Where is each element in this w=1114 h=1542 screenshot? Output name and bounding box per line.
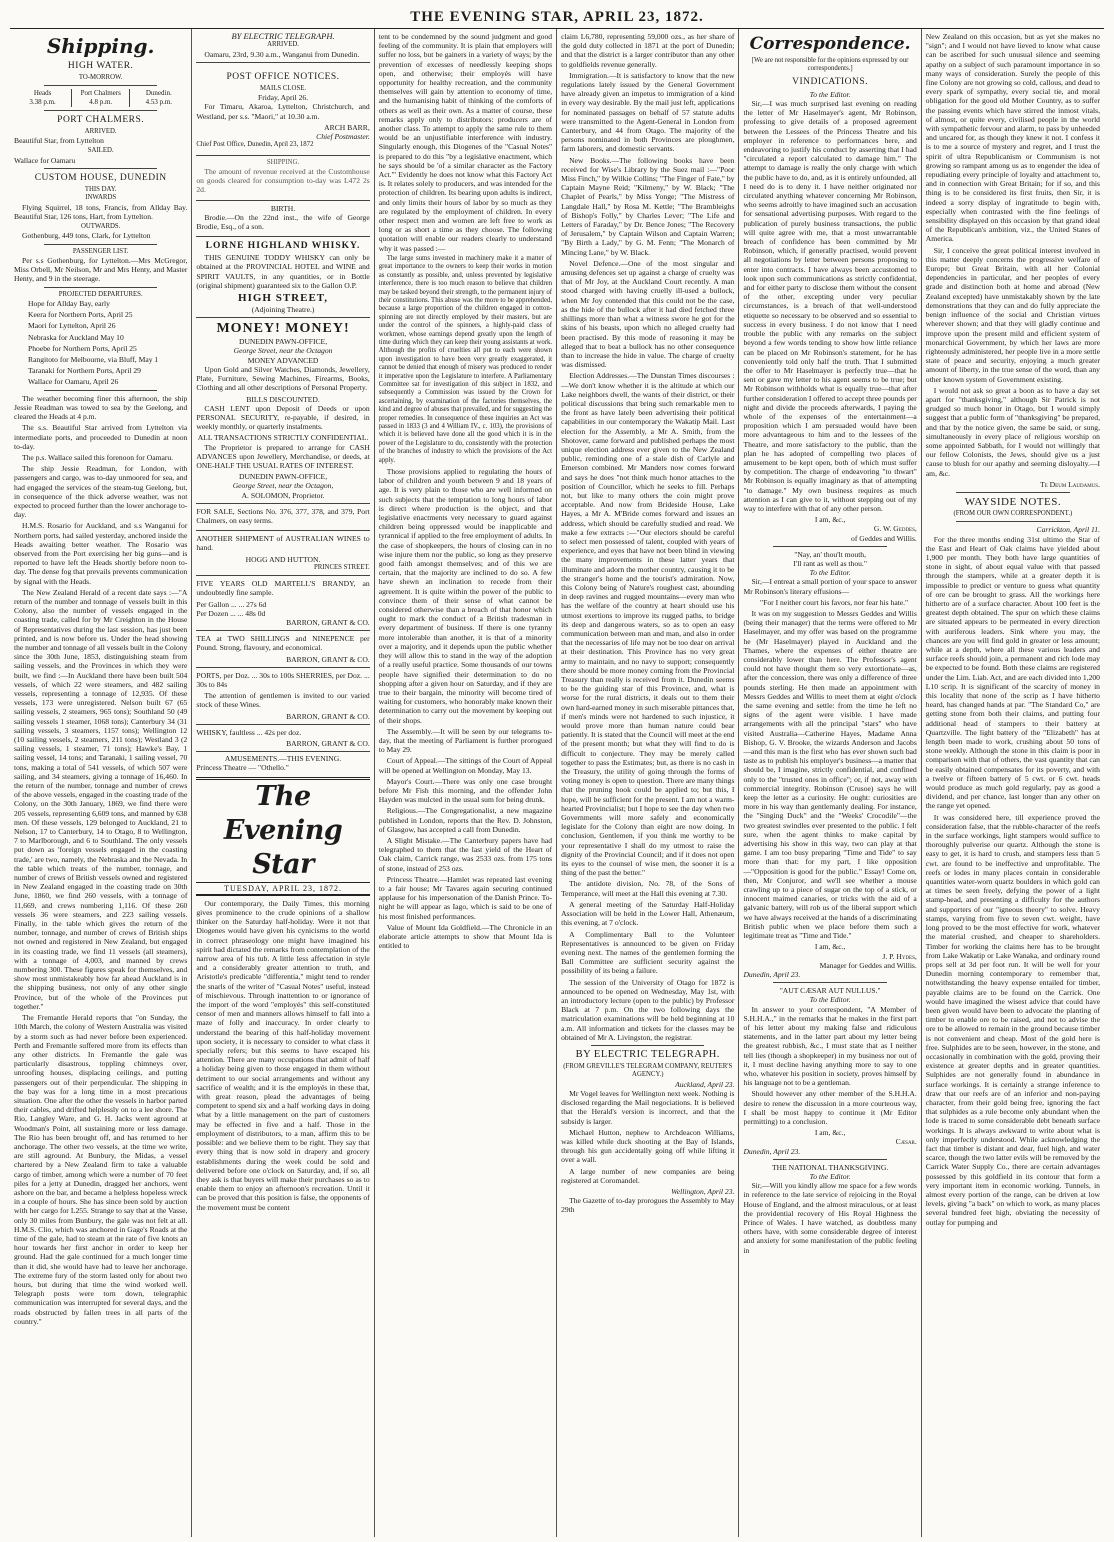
shipping-para: H.M.S. Rosario for Auckland, and s.s Wanganui for Northern ports, had sailed yesterday, anchored inside the Heads awaiting better weather. The Rosario was observed from the Port exercising her big guns—and is reported to have left the Heads shortly before noon to-day. The dense fog that prevails prevents communication by signal with the Heads.: [14, 521, 188, 586]
divider: [44, 168, 157, 169]
nay-title: "Nay, an' thou'lt mouth,: [794, 549, 866, 559]
letter-sign: I am, &c.,: [814, 942, 846, 952]
news-item: Value of Mount Ida Goldfield.—The Chronicle in an elaborate article attempts to show that Mount Ida is entitled to: [378, 922, 553, 951]
news-item: Court of Appeal.—The sittings of the Court of Appeal will be opened at Wellington on Monday, May 13.: [378, 756, 553, 775]
divider: [956, 492, 1070, 493]
divider: [956, 521, 1070, 522]
aus-sign: HOGG AND HUTTON.: [245, 554, 321, 564]
news-item: Immigration.—It is satisfactory to know that the new regulations lately issued by the General Government have already given an impetus to immigration of a kind in every way desirable. By the mail just left, applications for nominated passages on behalf of 57 statute adults were transmitted to the Agent-General in London from Canterbury, and 44 from Otago. The majority of the persons nominated in both Provinces are ploughmen, farm laborers, and domestic servants.: [561, 70, 735, 154]
divider: [44, 390, 157, 391]
projected-item: Wallace for Oamaru, April 26: [28, 377, 119, 387]
ports-ad: [196, 668, 369, 725]
letter-sign: of Geddes and Willis.: [851, 533, 917, 543]
news-item: A general meeting of the Saturday Half-Holiday Association will be held in the Lower Hall, Athenæum, this evening, at 7 o'clock.: [561, 899, 735, 928]
aus-sign2: PRINCES STREET.: [313, 563, 370, 571]
letter-sign: Manager for Geddes and Willis.: [819, 960, 917, 970]
shipping-para: The New Zealand Herald of a recent date says :—"A return of the number and tonnage of vessels built in this Colony, also the number of vessels engaged in the coasting trade, called for by Mr Creighton in the House of Representatives during the last session, has just been printed, and is now before us. Under the head showing the number and tonnage of all vessels built in the Colony since the 30th June, 1853, distinguishing steam from sailing vessels, and the Provinces in which they were built, we find :—In Auckland there have been built 504 vessels, of which 22 were steamers, and 482 sailing vessels, representing a tonnage of 12,935. Of these vessels, 173 were unregistered. Nelson built 67 (65 sailing vessels, 2 steamers, 965 tons); Southland 50 (49 sailing vessels 1 steamer, 1068 tons); Canterbury 34 (31 sailing vessels, 3 steamers, 1157 tons); Wellington 12 (10 sailing vessels, 2 steamers, 211 tons); Westland 3 (2 sailing vessels, 1 steamer, 71 tons); Hawke's Bay, 1 sailing vessel, 14 tons; and Taranaki, 1 sailing vessel, 70 tons, making a total of 541 vessels, of which 507 were sailing, and 34 steamers, giving a tonnage of 16,460. In the return of the number, tonnage and number of crews of the above vessels, engaged in the coasting trade of the Colony, on the 30th January, 1869, we find there were 205 vessels, representing 6,609 tons, and manned by 638 men. Of these vessels, 129 belonged to Auckland, 21 to Nelson, 17 to Canterbury, 14 to Otago, 8 to Wellington, 7 to Marlborough, and 6 to Southland. The only vessels put down as 'foreign vessels engaged in the coasting trade,' are two, namely, the Nebraska and the Nevada. In the table which treats of the number, tonnage, and number of crews of British vessels owned and registered in New Zealand engaged in the coasting trade on 30th June, 1860, we find 260 vessels, with a tonnage of 11,669, and crews numbering 1,116. Of these 260 vessels 36 were steamers, and 223 sailing vessels. Finally, in the table which gives the return of the number, tonnage, and number of crews of British ships not owned and registered in New Zealand, but engaged in its coasting trade, we find 11 vessels (all steamers), with a tonnage of 4,003, and manned by crews numbering 300. These figures speak for themselves, and show most unmistakeably how far ahead Auckland is in the shipping business, not only of any other single Province, but of the whole of the Provinces put together.": [14, 587, 188, 1011]
post-sign2: Chief Postmaster.: [316, 132, 370, 142]
post-office: Chief Post Office, Dunedin, April 23, 1872: [196, 141, 314, 149]
telegraph2-title: BY ELECTRIC TELEGRAPH.: [575, 1048, 720, 1060]
pawn-office-ad: [196, 318, 369, 503]
nay-title2: I'll rant as well as thou.": [793, 558, 867, 568]
newspaper-nameplate: The Evening Star: [196, 777, 369, 883]
news-item: Princess Theatre.—Hamlet was repeated last evening to a fair house; Mr Tavares again securing continued applause for his impersonation of the Danish Prince. To-night he will appear as Iago, which is said to be one of his most finished performances.: [378, 874, 553, 921]
vindications-title: VINDICATIONS.: [792, 76, 869, 87]
telegraph2-para: Mr Vogel leaves for Wellington next week. Nothing is disclosed regarding the Mail negociations. It is believed that the Herald's version is incorrect, and that the subsidy is larger.: [561, 1088, 735, 1126]
tea-ad: [196, 631, 369, 668]
divider: [773, 546, 886, 547]
telegraph-arrived: ARRIVED.: [267, 41, 299, 49]
brandy-ad: [196, 576, 369, 631]
news-item: The Assembly.—It will be seen by our telegrams to-day, that the meeting of Parliament is further prorogued to May 29.: [378, 726, 553, 755]
projected-item: Hope for Allday Bay, early: [28, 299, 110, 309]
editorial-para: Our contemporary, the Daily Times, this morning gives prominence to the crude opinions of a shallow thinker on the Saturday half-holiday. Were it not that Diogenes would have given his cynicisms to the world in correct phraseology one might have imagined his spirit had dictated the remarks from contemplation of the narrow area of his tub. A little less affectation in style and a considerably greater attention to truth, and Aristotle's predicable "differentia," might tend to render the snarls of the writer of "Casual Notes" useful, instead of mischievous. Through inattention to or ignorance of the import of the word "employés" this self-constituted censor of men and manners allows himself to fall into a maze of folly and inaccuracy. In order clearly to understand the bearing of this half-holiday movement upon society, it is necessary to consider to what class it specially refers; but this seems to have escaped his attention. There are many occupations that admit of half a holiday being given to those engaged in them without detriment to our social arrangements and without any sacrifice of wealth; and it is the employés in these that, with great reason, plead the advantages of being competent to spend six and a half working days in doing what by a little management on the part of customers may be effected in five and a half. Those in the employment of distributors, to a man, affirm this to be possible: and we believe them to be right. They say that every thing that is now sold in drapery and grocery establishments during the week could be sold and delivered before one o'clock on Saturday, and, if so, all they ask is that buyers will make their purchases so as to enable them to enjoy an afternoon's recreation. Until it can be proved that this position is false, the opponents of the movement must be content: [196, 898, 370, 1212]
letter-sign: Te Deum Laudamus.: [1040, 479, 1100, 489]
column-1: [10, 29, 192, 1537]
pawn2-addr: George Street, near the Octagon,: [232, 481, 334, 491]
brandy-sign: BARRON, GRANT & CO.: [286, 617, 370, 627]
letter-para: Sir,—I was much surprised last evening on reading the letter of Mr Haselmayer's agent, Mr Robinson, professing to give details of a proposed agreement between the Lessees of the Princess Theatre and his employer in reference to performances here, and endeavoring to justify his conduct by asserting that I had "circulated a report calculated to damage him." The attempt to damage is really the only charge with which the public have to do, and, as it is entirely unfounded, all I need do is to deny it. I have neither originated nor circulated anything whatever concerning Mr Robinson, who seems adroitly to have imagined such an accusation for sensational advertising purposes. With regard to the publication of purely business transactions, the public will quite agree with me, that a most unwarrantable breach of confidence has been committed by Mr Robinson, which, if generally practised, would prevent all negotiations by letter between persons proposing to enter into contracts. I have always been accustomed to look upon such communications as strictly confidential, and for either party to disclose them without the consent of the other, excepting under very peculiar circumstances, is a breach of that well-understood etiquette so necessary to be observed and so essential to success in every business. I do not know that I need trouble the public with any remarks on the subject beyond a few words tending to show how little reliance can be placed on Mr Robinson's statement, for he has conveniently told only half the truth. That I submitted the offer to Mr Haselmayer is perfectly true—that he sent or gave my letter to his agent seems to be true; but Mr Robinson withholds what is equally true—that after further consideration I offered to accept three pounds per night and divide the proceeds afterwards, I paying the whole of the expenses of the entertainment—a proposition which I am persuaded would have been more advantageous to him and to the lessees of the Theatre, and more satisfactory to the public, than the plan he has adopted of compelling two places of amusement to be kept open, both of which must suffer by competition. The charge of endeavoring "to thwart" Mr Robinson is equally imaginary as that of attempting "to damage." My own business requires as much attention as I can give to it, without stepping out of my way to interfere with that of any other person.: [743, 99, 917, 513]
projected-item: Phoebe for Northern Ports, April 25: [28, 343, 137, 353]
projected-item: Keera for Northern Ports, April 25: [28, 310, 133, 320]
sailed-label: SAILED.: [87, 147, 114, 155]
birth-text: Brodie.—On the 22nd inst., the wife of George Brodie, Esq., of a son.: [196, 212, 370, 232]
port-title: PORT CHALMERS.: [57, 114, 145, 125]
telegraph-text: Oamaru, 23rd, 9.30 a.m., Wanganui from Dunedin.: [204, 49, 360, 59]
correspondence-heading: Correspondence.: [749, 34, 911, 54]
all-transactions: ALL TRANSACTIONS STRICTLY CONFIDENTIAL.: [197, 433, 369, 443]
whisky-sign: BARRON, GRANT & CO.: [286, 739, 370, 748]
ports-text2: The attention of gentlemen is invited to our varied stock of these Wines.: [196, 691, 370, 710]
divider: [773, 1159, 886, 1160]
outwards-label: OUTWARDS.: [80, 223, 121, 231]
pawn2-name: A. SOLOMON, Proprietor.: [241, 490, 325, 500]
telegraph2-last: The Gazette of to-day prorogues the Assembly to May 29th: [561, 1196, 735, 1215]
letter-quote: "For I neither court his favors, nor fear his hate.": [760, 597, 909, 607]
shipping-para: The Fremantle Herald reports that "on Sunday, the 10th March, the colony of Western Australia was visited by a storm such as had never before been experienced. Perth and Fremantle suffered more from its effects than any other districts. In Fremantle the gale was particularly disastrous, toppling chimneys over, unroofing houses, displacing ceilings, and putting passengers out of their perpendicular. The shipping in the bay was for a long time in a most precarious situation. One after the other the vessels in harbor parted their cables, and drifted helplessly on to a lee shore. The Rio, Langley Ware, and G. H. Jacks went aground at Woodman's Point, all sustaining more or less damage. The Rio has been brought off, and has returned to her anchorage. The other two vessels, at the time we write, are still aground. At Bunbury, the Midas, a vessel chartered by a New Zealand firm to take a valuable cargo of timber, among which were a number of 70 feet piles for a jetty at Dunedin, dragged her anchors, went ashore on the bar, and became a helpless hopeless wreck in a couple of hours. She has since been sold by auction with her cargo for L255. Strange to say that at the Vasse, only 30 miles from Bunbury, the gale was not felt at all. H.M.S. Clio, which was anchored in Gage's Roads at the time of the gale, had to steam at the rate of five knots an hour towards her first anchor in order to keep her ground. Had the gale continued for a much longer time than it did, she would have had to leave her anchorage. The extreme fury of the storm lasted only for about two hours, but during that time the wind worked well. Telegraph posts were torn down, telegraphic communication was interrupted for several days, and the roads obstructed by fallen trees in all parts of the country.": [14, 1013, 188, 1326]
news-item: The session of the University of Otago for 1872 is announced to be opened on Wednesday, May 1st, with an introductory lecture (open to the public) by Professor Black at 7 p.m. On the two following days the matriculation examinations will be held beginning at 10 a.m. All information and tickets for the classes may be obtained of Mr A. Livingston, the registrar.: [561, 977, 735, 1042]
inwards-text: Flying Squirrel, 18 tons, Francis, from Allday Bay. Beautiful Star, 126 tons, Hart, from Lyttelton.: [14, 202, 188, 221]
telegraph2-para: A large number of new companies are being registered at Coromandel.: [561, 1166, 735, 1185]
wayside-sub: (FROM OUR OWN CORRESPONDENT.): [953, 509, 1073, 517]
lorne-whisky-ad: [196, 237, 369, 318]
post-date: Friday, April 26.: [257, 93, 309, 103]
divider: [44, 287, 157, 288]
ports-text: PORTS, per Doz. ... 30s to 100s SHERRIES, per Doz. ... 30s to 84s: [196, 670, 370, 689]
tide-heads: Heads 3.38 p.m.: [29, 89, 56, 106]
shipping-heading: Shipping.: [46, 34, 155, 58]
wayside-place: Carrickton, April 11.: [1036, 525, 1100, 535]
divider: [44, 244, 157, 245]
disclaimer: [We are not responsible for the opinions expressed by our correspondents.]: [751, 57, 909, 73]
proprietor-text: The Proprietor is prepared to arrange for CASH ADVANCES upon Jewellery, Merchandise, or deeds, at ONE-HALF THE USUAL RATES OF INTEREST.: [196, 442, 370, 470]
amusements-text: Princess Theatre — "Othello.": [196, 763, 289, 773]
divider: [196, 62, 369, 63]
divider: [773, 982, 886, 983]
high-water-sub: TO-MORROW.: [78, 74, 123, 81]
lorne-text: THIS GENUINE TODDY WHISKY can only be obtained at the PROVINCIAL HOTEL and WINE and SPIRIT VAULTS, in any quantities, or in Bottle (original shipment) guaranteed six to the Gallon O.P.: [196, 253, 370, 290]
divider: [44, 85, 157, 86]
column-3: [375, 29, 557, 1537]
thanksgiving-title: THE NATIONAL THANKSGIVING.: [772, 1162, 889, 1172]
letter-sign: J. P. Hydes,: [882, 951, 917, 961]
tea-text: TEA at TWO SHILLINGS and NINEPENCE per Pound. Strong, flavoury, and economical.: [196, 634, 370, 653]
post-office-ad: [196, 66, 369, 156]
shipping-revenue-title: SHIPPING.: [266, 158, 300, 166]
thanksgiving-to: To the Editor.: [809, 1171, 851, 1181]
tide-table: [14, 89, 187, 106]
whisky-ad: [196, 725, 369, 752]
shipping-para: The ship Jessie Readman, for London, with passengers and cargo, was to-day unmoored for sea, and had engaged the services of the steam-tug Geelong, but, in consequence of the thick adverse weather, was not expected to proceed further than the lower anchorage to-day.: [14, 464, 188, 520]
lorne-title: LORNE HIGHLAND WHISKY.: [205, 241, 361, 252]
news-item: Novel Defence.—One of the most singular and amusing defences set up against a charge of cruelty was that of Mr Joy, at the Auckland Court recently. A man stood charged with having cruelly ill-used a bullock, when Mr Joy contended that this could not be the case, as the hide of the bullock after it had died fetched three shillings more than what a witness swore he got for the skins of his beasts, upon which no alleged cruelty had been practised. By this mode of reasoning it may be alleged that to beat a bullock has no other consequence than to increase the hide in value. The charge of cruelty was dismissed.: [561, 258, 735, 370]
bills-discounted: BILLS DISCOUNTED.: [246, 394, 320, 404]
article-para: tent to be condemned by the sound judgment and good feeling of the community. It is plain that employers will suffer no loss, but be gainers in a variety of ways; by the prevention of excesses of needlessly keeping shops open, and otherwise; their employés will have opportunity for healthy recreation, and the community themselves will gain by attention to economy of time, and the humanising habit of thinking of the comforts of others as well as their own. As a matter of course, these remarks apply only to distributors: producers are of another class. To attempt to apply the same rule to them would be an unjustifiable interference with industry. Singularly enough, this Diogenes of the "Casual Notes" is prepared to do this "by a legislative enactment, which he says should be 'of a similar character as the Factory Act.'" Evidently he does not know what this Factory Act is. It relates solely to producers, and was intended for the protection of children. Its bearing upon adults is indirect, and only limits their hours of labor by so much as they are regulated by the employment of children. In every other respect men and women are left free to work as long or as short a time as they choose. The following quotation will enable our readers clearly to understand why it was passed :—: [378, 32, 553, 253]
birth-notice: [196, 201, 369, 238]
column-2: [192, 29, 374, 1537]
amusements-title: AMUSEMENTS.—THIS EVENING.: [224, 754, 342, 764]
post-sub: MAILS CLOSE.: [260, 84, 307, 92]
birth-title: BIRTH.: [270, 203, 296, 213]
aus-text: ANOTHER SHIPMENT of AUSTRALIAN WINES to hand.: [196, 534, 370, 553]
letter-para: It was on my suggestion to Messrs Geddes and Willis (being their manager) that the terms were offered to Mr Haselmayer, and my offer was based on the programme he (Mr Haselmayer) played in Auckland and the Thames, where the expenses of either theatre are considerably lower than here. The Professor's agent could not have thought them so very extortionate—as, after the concession, there was only a difference of three pounds sterling. He then made an appointment with Messrs Geddes and Willis to meet them at eight o'clock the same evening and settle: from the time he left no signs of the agent were visible. I have made arrangements with all the principal "stars" who have visited Australia—Catherine Hayes, Madame Anna Bishop, G. V. Brooke, the wizards Anderson and Jacobs—and this man is the first who has ever shown such bad taste as to publish his employer's business—a matter that should be, I imagine, strictly confidential, and confined only to the "trusted ones in office"; or, if not, away with commercial integrity. Robinson (Crusoe) says he will keep the letter as a curiosity. He ought: curiosities are more in his way than gentlemanly dealing. For instance, the "Singing Duck" and the "Weeks' Crocodile"—the two greatest swindles ever presented to the public. I felt sure, when the agent thinks to make capital by advertising his show in this way, two can play at that game. I am too busy preparing "Time and Tide" to say more than that: for my part, I like opposition—"Opposition is good for the public." Essay! Come on, then, Mr Conjuror, and we'll see whether a mouse crawling up to a piece of sugar on the top of a stick, or innocent maimed canaries, or tricks with the aid of a galvanic battery, will rob us of the liberal support which we have always received at the hands of a discriminating British public when we place before them such a legitimate treat as "Time and Tide.": [743, 608, 917, 941]
news-item: Election Addresses.—The Dunstan Times discourses :—We don't know whether it is the altitude at which our Lake neighbors dwell, the wants of their district, or their political discussions that bring such remarkable men to the front as have lately been advertising their political capabilities in our contemporary the Wakatip Mail. Last election for the Assembly, a Mr A. Smith, from the Shotover, came forward and published perhaps the most unique election address ever given to the New Zealand public, reminding one of a stale dish of Carlyle and Emerson combined. Mr Manders now comes forward and says he does "not think much honor attaches to the position of Councillor, which he seeks to fill. Perhaps not, but like to many others the coin might prove acceptable. And now from Brideside House, Lake Hayes, a Mr A. M'Bride comes forward and issues an address, which should be carefully studied and read. We make a few extracts :—"Our electors should be careful to select men possessed of talent, coupled with years of experience, and eyes that have not been blind in viewing the many improvements in these latter years that illuminate and adorn the mother country, causing it to be the stranger's home and the tourist's admiration. Now, this Colony being of Nature's roughest cast, abounding in deep ravines and rugged mountains—every man who has the welfare of the country at heart should use his utmost exertions to improve its rugged paths, to bridge its deep and dangerous waters, so as to open an easy communication between man and man, and also in order that the necessaries of life may not be too dear on arrival at their destination. This Province has no very great army to maintain, and no navy to support; consequently there should be more money coming from the Provincial Treasury than really is received from it. Dunedin seems to be the guiding star of this Province, and, what is worse for the rural districts, it deals out to them their own hard-earned money in such miserable pittances that, if men's minds were not hardened to such injustice, it would prove more than human nature could bear patiently. It is stated that the Council will meet at the end of the present month; but what they will find to do is difficult to conjecture. They may be merely called together to pass the Estimates; but, as there is no cash in the Treasury, the utility of going through the forms of voting money is open to question. There are many things that the pruning hook could be applied to; but this, I hope, will be sufficient for the present. I am not a warm-hearted Provincialist; but I hope to see the day when two Governments will more safely and economically legislate for the Colony than eight are now doing. In conclusion, Gentlemen, if you think me worthy to be your representative I shall do my utmost to raise the dignity of the Provincial Council; and if it does not open its eyes to the counsel of wise men, the sooner it is a thing of the past the better.": [561, 371, 735, 878]
australian-wines-ad: [196, 531, 369, 576]
whisky-text: WHISKY, faultless ... 42s per doz.: [196, 727, 302, 737]
letter-para: In answer to your correspondent, "A Member of S.H.H.A.," in the remarks that he makes in the first part of his letter about my making false and ridiculous statements, and in the latter part about my letter being the greatest rubbish, &c., I must state that as I neither tell lies (though a shopkeeper) in my business nor out of it, I must decline having anything more to say to one who, whatever his position in society, proves himself by his language not to be a gentleman.: [743, 1004, 917, 1088]
letter-para: Sir,—Will you kindly allow me space for a few words in reference to the late service of rejoicing in the Royal House of England, and the almost miraculous, or at least the providential recovery of His Royal Highness the Prince of Wales. I have watched, as doubtless many others have, with some considerable degree of interest and anxiety for some manifestation of the public feeling in: [743, 1181, 917, 1255]
customs-title: CUSTOM HOUSE, DUNEDIN: [34, 172, 167, 183]
letter-sign: I am, &c.,: [814, 515, 846, 525]
sailed-text: Wallace for Oamaru: [14, 155, 76, 165]
projected-label: PROJECTED DEPARTURES.: [58, 290, 143, 298]
article-para: Those provisions applied to regulating the hours of labor of children and youth between 9 and 18 years of age. It is very plain to those who are well informed on such subjects that the temptation to long hours of labor is direct where production is the object, and that legislative enactments very necessary to guard against children being oppressed would be inapplicable and tyrannical if applied to the free employment of adults. In the case of shopkeepers, the hours of closing can in no wise injure them nor the public, so long as they preserve good faith amongst themselves; and of this we are certain, that the majority are inclined to do so. A few have shewn an inclination to recede from their agreement. It is quite within the power of the public to convince them of their sense of what cannot be considered otherwise than a breach of that honor which ought to mark the conduct of a British tradesman in every department of business. If there is one tyranny more intolerable than another, it is that of a minority over a majority, and it depends upon the public whether they will allow this to stand in the way of the adoption of a really useful practice. Some thousands of our towns people have signified their determination to do no shopping after a given hour on Saturday, and if they are true to their bargain, the minority will become tired of waiting for customers, who honorably make known their determination to carry out the movement by keeping out of their shops.: [378, 467, 553, 725]
news-item: The antidote division, No. 78, of the Sons of Temperance, will meet at the Hall this evening at 7.30.: [561, 879, 735, 898]
letter-para: Should however any other member of the S.H.H.A. desire to renew the discussion in a more courteous way, I shall be most happy to continue it (Mr Editor permitting) to a conclusion.: [743, 1089, 917, 1126]
money-addr: George Street, near the Octagon: [233, 346, 333, 356]
news-item: New Books.—The following books have been received for Wise's Library by the Suez mail :—"Poor Miss Finch," by Wilkie Collins; "The Finger of Fate," by Captain Mayne Reid; "Kilmeny," by W. Black; "The Chaplet of Pearls," by Miss Yonge; "The Mistress of Langdale Hall," by Rosa M. Kettle; "The Brambleighs of Bishop's Folly," by Charles Lever; "The Life and Letters of Faraday," by Dr. Bence Jones; "The Recovery of Jerusalem," by Captain Wilson and Captain Warren; "By Birth a Lady," by G. M. Fenn; "The Monarch of Mincing Lane," by W. Black.: [561, 155, 735, 257]
money-advanced: MONEY ADVANCED: [247, 355, 319, 365]
tide-dunedin: Dunedin. 4.53 p.m.: [129, 89, 187, 106]
telegraph-title: BY ELECTRIC TELEGRAPH.: [231, 31, 335, 41]
news-item: A Slight Mistake.—The Canterbury papers have had telegraphed to them that the last yield of the Heart of Oak claim, Carrick range, was 2533 ozs. from 175 tons of stone, instead of 253 ozs.: [378, 835, 553, 873]
letter-para: Sir, I conceive the great political interest involved in this matter deeply concerns the progressive welfare of Europe; but Great Britain, with all her Colonial dependencies in particular, and her peoples of every grade and distinction both at home and abroad (New Zealand excepted) have unmistakably shown by the late demonstrations that they can and do fully appreciate the benign influence of the social and Christian virtues wherever shown; and that they will gladly continue and improve upon the present mild and efficient system of monarchical Government, by which her laws are more righteously administered, her people live in a more settle state of peace and security, enjoying a much greater amount of liberty, in the true sense of the word, than any other known system of Government existing.: [925, 245, 1100, 384]
column-4: [557, 29, 739, 1537]
projected-item: Nebraska for Auckland May 10: [28, 332, 124, 342]
aut-to: To the Editor.: [809, 995, 851, 1005]
brandy-dozen: Per Dozen ... ... 48s 0d: [196, 608, 266, 618]
post-sign: ARCH BARR,: [324, 122, 370, 132]
passenger-label: PASSENGER LIST.: [72, 247, 129, 255]
nay-to: To the Editor.: [809, 568, 851, 578]
pawn2-title: DUNEDIN PAWN-OFFICE,: [238, 472, 328, 482]
news-item: A Complimentary Ball to the Volunteer Representatives is announced to be given on Friday evening next. The names of the gentlemen forming the Ball Committee are sufficient security against the possibility of its being a failure.: [561, 929, 735, 976]
arrived-label: ARRIVED.: [84, 127, 117, 135]
column-5: [739, 29, 921, 1537]
sale-text: FOR SALE, Sections No. 376, 377, 378, and 379, Port Chalmers, on easy terms.: [196, 506, 370, 525]
ports-sign: BARRON, GRANT & CO.: [286, 711, 370, 721]
brandy-text: FIVE YEARS OLD MARTELL'S BRANDY, an undoubtedly fine sample.: [196, 579, 370, 598]
projected-item: Taranaki for Northern Ports, April 29: [28, 366, 141, 376]
tide-port: Port Chalmers 4.8 p.m.: [71, 89, 129, 106]
aut-title: "AUT CÆSAR AUT NULLUS.": [779, 986, 881, 996]
post-text: For Timaru, Akaroa, Lyttelton, Christchurch, and Westland, per s.s. "Maori," at 10.30 a.m.: [196, 102, 370, 121]
shipping-revenue-text: The amount of revenue received at the Customhouse on goods cleared for consumption to-day was L472 2s 2d.: [196, 167, 370, 195]
telegraph2-para: Michael Hutton, nephew to Archdeacon Williams, was killed while duck shooting at the Bay of Islands, through his gun accidentally going off while lifting it over a wall.: [561, 1127, 735, 1165]
telegraph2-place: Auckland, April 23.: [675, 1079, 735, 1089]
telegraph2-place2: Wellington, April 23.: [671, 1186, 735, 1196]
sale-ad: [196, 504, 369, 531]
shipping-para: The weather becoming finer this afternoon, the ship Jessie Readman was towed to sea by the Geelong, and cleared the Heads at 4 p.m.: [14, 393, 188, 422]
masthead: THE EVENING STAR, APRIL 23, 1872.: [10, 6, 1104, 29]
money-title: MONEY! MONEY!: [216, 321, 350, 337]
letter-para: Sir,—I entreat a small portion of your space to answer Mr Robinson's literary effusions—: [743, 577, 917, 596]
letter-para: I would not ask so great a boon as to have a day set apart for "thanksgiving," although Sir Patrick is not grudged so much honor in Otago, but I would simply suggest that a public form of "thanksgiving" be prepared, and that by the notice given, the same be said, or sung, simultaneously in every place of religious worship on some appointed Sabbath, for I would not willingly that our fellow Colonists, the Jews, should give us a just cause to blush for our apathy and seeming disloyalty.—I am, &c.: [925, 385, 1100, 478]
shipping-para: The p.s. Wallace sailed this forenoon for Oamaru.: [22, 452, 174, 462]
news-item: Religious.—The Congregationalist, a new magazine published in London, reports that the Rev. D. Johnston, of Glasgow, has accepted a call from Dunedin.: [378, 806, 553, 834]
arrived-text: Beautiful Star, from Lyttelton: [14, 136, 104, 145]
projected-item: Maori for Lyttelton, April 26: [28, 321, 116, 331]
wayside-para: For the three months ending 31st ultimo the Star of the East and Heart of Oak claims have yielded about 1,900 per month. They both have large quantities of stone in sight, of about equal value with that passed through the stampers, while at a greater depth it is impossible to predict or venture to guess what quantity of ore can be brought to grass. All the workings here hitherto are of a surface character. About 100 feet is the greatest depth obtained. The spur on which these claims are situated appears to be permeated in every direction with auriferous leaders. Sink where you may, the chances are you will find gold in greater or less amount; while at a depth, where all these various leaders and surface reefs should join, a permanent and rich lode may be expected to be found. Both these claims are registered under the Lim. Liab. Act, and are each divided into 1,200 L10 scrip. It is significant of the scarcity of money in this locality that none of the scrip as I have hitherto heard, has changed hands at par. "The Standard Co," are getting stone from both their claims, and putting four additional head of stampers to their battery at Quartzville. The light battery of the "Elizabeth" has at length been made to work, crushing about 50 tons of stone weekly. Although the stone in this claim is poor in comparison with that of others, the vast quantity that can be easily obtained compensates for its poverty, and with a twelve or fifteen battery of 5 cwt. or 6 cwt. heads would produce as much gold regularly, pay as good a dividend, and per chance, last longer than any other on the range yet opened.: [925, 534, 1100, 811]
letter-date: Dunedin, April 23.: [743, 1146, 801, 1156]
vindications-to: To the Editor.: [809, 89, 851, 99]
high-water-title: HIGH WATER.: [67, 61, 134, 71]
shipping-revenue-ad: [196, 156, 369, 201]
lorne-address2: (Adjoining Theatre.): [251, 305, 315, 315]
letter-sign: Cæsar.: [895, 1137, 917, 1147]
money-text: Upon Gold and Silver Watches, Diamonds, Jewellery, Plate, Furniture, Sewing Machines, Firearms, Books, Clothing and all other descriptions of Personal Property.: [196, 364, 370, 393]
dateline: TUESDAY, APRIL 23, 1872.: [196, 883, 369, 896]
letter-para: New Zealand on this occasion, but as yet she makes no "sign"; and I would not have lieved to know what cause can be ascribed for such unusual silence and seeming apathy on a subject of such paramount importance in so many ways of consideration. Surely the people of this fine Colony are not growing so cold, callous, and dead to every spark of sympathy, every social tie, and moral obligation for the good old Mother Country, as to suffer the passing events which have stirred the inmost vitals, of almost, or quite every, civilised people in the world with sympathetic fervour and alarm, to pass by unheeded and uncared for, as though they knew it not. I confess it is to me a source of mystery and regret, and I trust the spirit of ultra Republicanism or Communism is not growing so rampant among us as to engender the idea of repudiating every principle of loyalty and attachment to, and in connection with Great Britain; for if so, and this thing is to be considered its first fruits, then Sir, it is indeed a sorry display of ingratitude to begin with, especially when contrasted with the fine feelings of sensibility displayed on this occasion by that grand ideal of the Republican's ambition, viz., the United States of America.: [925, 32, 1100, 244]
outwards-text: Gothenburg, 449 tons, Clark, for Lyttelton: [22, 231, 151, 241]
shipping-para: The s.s. Beautiful Star arrived from Lyttelton via intermediate ports, and proceeded to Dunedin at noon to-day.: [14, 423, 188, 451]
post-title: POST OFFICE NOTICES.: [226, 71, 340, 82]
news-item: Mayor's Court.—There was only one case brought before Mr Fish this morning, and the offender John Hayden was mulcted in the usual sum for being drunk.: [378, 776, 553, 805]
letter-sign: G. W. Geddes,: [873, 524, 917, 534]
letter-date: Dunedin, April 23.: [743, 969, 801, 979]
news-item: claim L6,780, representing 59,000 ozs., as her share of the gold duty collected in 1871 at the port of Dunedin; and that the district is a larger contributor than any other to goldfields revenue generally.: [561, 32, 735, 69]
letter-sign: I am, &c.,: [814, 1128, 846, 1138]
telegraph2-sub: (FROM GREVILLE'S TELEGRAM COMPANY, REUTER'S AGENCY.): [563, 1062, 733, 1079]
column-6: [922, 29, 1104, 1537]
lorne-address: HIGH STREET,: [238, 292, 329, 305]
article-quote: The large sums invested in machinery make it a matter of great importance to the owners to keep their works in motion as constantly as possible, and, unless prevented by legislative interference, there is too much reason to believe that children may be tasked beyond their strength, to the permanent injury of their constitutions. This abuse was the more to be apprehended, because a large proportion of the children engaged in cotton-spinning are not directly employed by their masters, but are under the control of the spinners, a highly-paid class of workmen, whose earnings depend greatly upon the length of time during which they can keep their young assistants at work. Although the profits of cruelties all put to each were shown upon investigation to have been very greatly exaggerated, it cannot be denied that enough of misery was produced to render it imperative upon the Legislature to interfere. A Parliamentary Committee sat for investigation of this subject in 1832, and subsequently a Commission was issued by the Crown for ascertaining, by examination of the factories themselves, the kind and degree of abuses that prevailed, and for suggesting the proper remedies. In consequence of these inquiries an Act was passed in 1833 (3 and 4 William IV., c. 103), the provisions of which it is believed have done all the good which it is in the power of the Legislature to do, consistently with the protection of the branches of industry to which the provisions of the Act apply.: [378, 254, 553, 464]
projected-item: Rangitoto for Melbourne, via Bluff, May 1: [28, 355, 159, 365]
tea-sign: BARRON, GRANT & CO.: [286, 654, 370, 664]
wayside-para: It was considered here, till experience proved the consideration false, that the rubble-character of the reefs in the surface workings, light stampers would suffice to thoroughly pulverise our quartz. Although the stone is easy to get, it is hard to crush, and stampers less than 5 cwt. are found to be ineffective and unprofitable. The reefs or lodes in many places contain in considerable quantities water-worn quartz boulders in which gold can at times be seen freely, defying the power of a light stamp-head, and presenting a difficulty for the authors and supporters of our "igneous theory" to solve. Heavy stamps, varying from five to seven cwt. weight, have long proved to be the most effective for work, whatever the material crushed, and cheaper to shareholders. Timber for working the claims here has to be brought from Lake Wakatip or Lake Wanaka, and ordinary round props sell at 3d per foot run. It will be well for your Dunedin morning contemporary to remember that, notwithstanding the heavy expense entailed for timber, payable claims are to be found on the Carrick. One would have imagined the wisest advice that could have been given would have been to advocate the planting of timber to enable ore to be raised, and not to advise the ore to be allowed to remain in the ground because timber is not convenient and cheap. Most of the gold here is free. Sulphides are to be seen, however, in the stone, and occasionally in combination with the gold, proving their existence at greater depths and in greater quantities. Sulphides are not generally found in abundance in surface workings. It is certainly a strange inference to draw that our reefs are of an inferior and non-paying character, from their gold being free, ignoring the fact that sulphides as a rule become only abundant when the lode is traced to some considerable debt beneath surface workings. It is always awkward to write about what is only imperfectly understood. While acknowledging the fact that timber is distant and dear, fuel high, and water scarce, though the two latter evils will be removed by the Carrick Water Supply Co., there are certain advantages possessed by this goldfield in its contour that form a very important item in economic working. Tunnels, in almost every portion of the range, can be driven at low levels, giving "a back" on which to work, as many places several hundred feet high, obviating the necessity of outlay for pumping and: [925, 812, 1100, 1227]
divider: [44, 110, 157, 111]
customs-sub: THIS DAY.: [84, 185, 117, 193]
wayside-title: WAYSIDE NOTES.: [964, 495, 1062, 508]
money-sub: DUNEDIN PAWN-OFFICE,: [238, 337, 328, 347]
cash-text: CASH LENT upon Deposit of Deeds or upon PERSONAL SECURITY, re-payable, if desired, in weekly monthly, or quarterly instalments.: [196, 403, 370, 432]
passenger-text: Per s.s Gothenburg, for Lyttelton.—Mrs McGregor, Miss Orbell, Mr Neilson, Mr and Mrs Henty, and Master Henty, and 9 in the steerage.: [14, 256, 188, 284]
divider: [591, 1045, 704, 1046]
inwards-label: INWARDS: [85, 194, 117, 202]
columns: [10, 29, 1104, 1537]
brandy-gallon: Per Gallon ... ... 27s 6d: [196, 599, 267, 609]
